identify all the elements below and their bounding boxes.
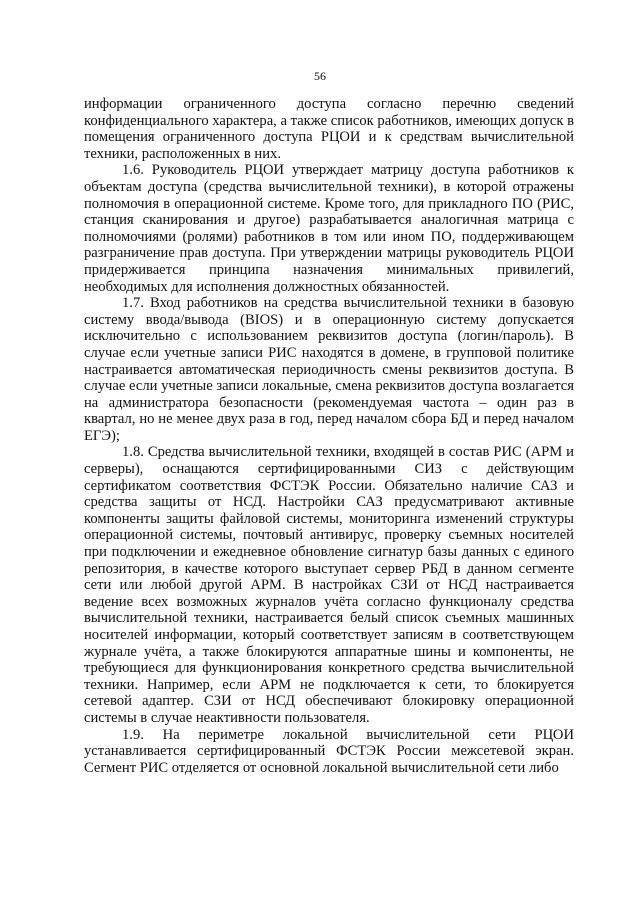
paragraph-1-9: 1.9. На периметре локальной вычислительной сети РЦОИ устанавливается сертифицированный ФСТЭК России межсетевой экран. Сегмент РИС отделяется от основной локальной вычислительной сети либо bbox=[84, 726, 574, 776]
paragraph-1-8: 1.8. Средства вычислительной техники, входящей в состав РИС (АРМ и серверы), оснащаются сертифицированными СИЗ с действующим сертификатом соответствия ФСТЭК России. Обязательно наличие САЗ и средства защиты от НСД. Настройки САЗ предусматривают активные компоненты защиты файловой системы, мониторинга изменений структуры операционной системы, почтовый антивирус, проверку съемных носителей при подключении и ежедневное обновление сигнатур базы данных с единого репозитория, в качестве которого выступает сервер РБД в данном сегменте сети или любой другой АРМ. В настройках СЗИ от НСД настраивается ведение всех возможных журналов учёта согласно функционалу средства вычислительной техники, настраивается белый список съемных машинных носителей информации, который соответствует записям в соответствующем журнале учёта, а также блокируются аппаратные шины и компоненты, не требующиеся для функционирования конкретного средства вычислительной техники. Например, если АРМ не подключается к сети, то блокируется сетевой адаптер. СЗИ от НСД обеспечивают блокировку операционной системы в случае неактивности пользователя. bbox=[84, 444, 574, 726]
paragraph-continuation: информации ограниченного доступа согласно перечню сведений конфиденциального характера, а также список работников, имеющих допуск в помещения ограниченного доступа РЦОИ и к средствам вычислительной техники, расположенных в них. bbox=[84, 96, 574, 162]
page-number: 56 bbox=[314, 69, 326, 83]
document-body bbox=[84, 96, 574, 776]
paragraph-1-7: 1.7. Вход работников на средства вычислительной техники в базовую систему ввода/вывода (BIOS) и в операционную систему допускается исключительно с использованием реквизитов доступа (логин/пароль). В случае если учетные записи РИС находятся в домене, в групповой политике настраивается автоматическая периодичность смены реквизитов доступа. В случае если учетные записи локальные, смена реквизитов доступа возлагается на администратора безопасности (рекомендуемая частота – один раз в квартал, но не менее двух раза в год, перед началом сбора БД и перед началом ЕГЭ); bbox=[84, 295, 574, 444]
paragraph-1-6: 1.6. Руководитель РЦОИ утверждает матрицу доступа работников к объектам доступа (средства вычислительной техники), в которой отражены полномочия в операционной системе. Кроме того, для прикладного ПО (РИС, станция сканирования и другое) разрабатывается аналогичная матрица с полномочиями (ролями) работников в том или ином ПО, поддерживающем разграничение прав доступа. При утверждении матрицы руководитель РЦОИ придерживается принципа назначения минимальных привилегий, необходимых для исполнения должностных обязанностей. bbox=[84, 162, 574, 295]
